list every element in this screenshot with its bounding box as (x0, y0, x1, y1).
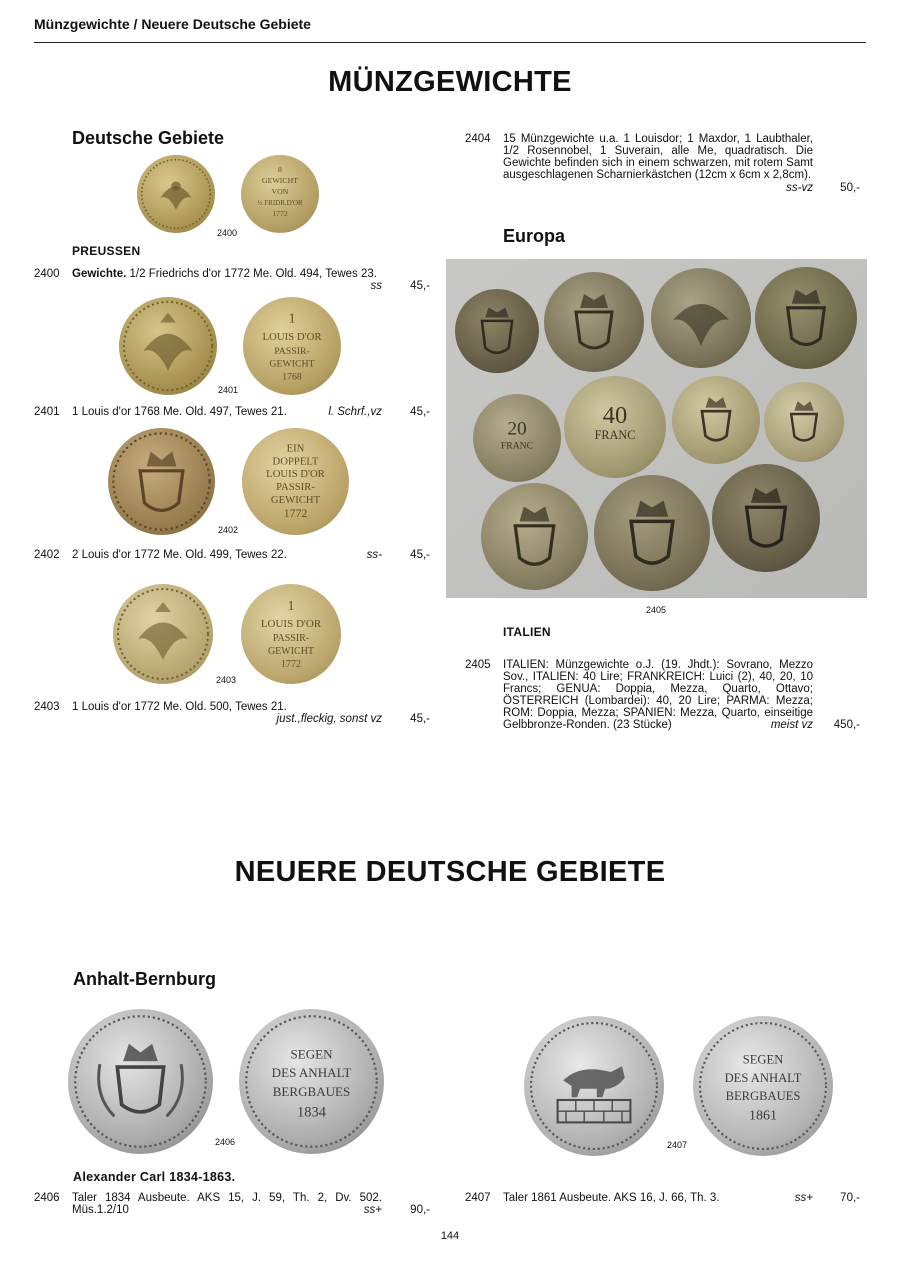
photo-number-2406: 2406 (215, 1137, 236, 1147)
svg-text:GEWICHT: GEWICHT (267, 646, 315, 657)
coin-2407-reverse (693, 1016, 833, 1156)
coin-legend-2400 (241, 155, 319, 233)
svg-text:LOUIS D'OR: LOUIS D'OR (262, 331, 322, 344)
coin-2403-obverse (113, 584, 213, 684)
crowned-shield-icon (755, 267, 857, 369)
lot-number-2406: 2406 (34, 1192, 60, 1204)
coin-weight (712, 464, 820, 572)
svg-text:LOUIS D'OR: LOUIS D'OR (260, 618, 322, 630)
lot-grade-2405: meist vz (770, 719, 813, 731)
crowned-shield-icon (764, 382, 844, 462)
lot-price-2404: 50,- (840, 182, 860, 194)
photo-2405-coin-weights (446, 259, 867, 598)
eagle-icon (113, 584, 213, 684)
photo-number-2400: 2400 (217, 228, 238, 238)
photo-number-2402: 2402 (218, 525, 239, 535)
lot-number-2401: 2401 (34, 406, 60, 418)
lot-number-2400: 2400 (34, 268, 60, 280)
coin-weight (755, 267, 857, 369)
svg-text:8: 8 (278, 165, 282, 175)
svg-text:1768: 1768 (282, 371, 302, 383)
lot-price-2401: 45,- (410, 406, 430, 418)
coin-weight (651, 268, 751, 368)
lot-number-2404: 2404 (465, 133, 491, 145)
lot-description-2400: Gewichte. 1/2 Friedrichs d'or 1772 Me. Old. 494, Tewes 23. (72, 268, 377, 280)
lot-number-2407: 2407 (465, 1192, 491, 1204)
coin-legend-2402 (242, 428, 349, 535)
lot-price-2405: 450,- (833, 719, 860, 731)
svg-text:SEGEN: SEGEN (290, 1046, 333, 1062)
lot-grade-2406: ss+ (363, 1204, 382, 1216)
lot-price-2403: 45,- (410, 713, 430, 725)
svg-text:GEWICHT: GEWICHT (269, 358, 315, 370)
lot-grade-2402: ss- (366, 549, 382, 561)
crowned-shield-icon (481, 483, 588, 590)
bear-on-wall-icon (524, 1016, 664, 1156)
svg-text:EIN: EIN (286, 442, 305, 455)
svg-text:BERGBAUES: BERGBAUES (272, 1084, 351, 1099)
coin-2401-reverse (243, 297, 341, 395)
lot-price-2407: 70,- (840, 1192, 860, 1204)
svg-text:PASSIR-: PASSIR- (274, 345, 310, 357)
svg-text:1772: 1772 (281, 659, 301, 670)
page-number: 144 (440, 1230, 460, 1242)
subhead-anhalt-bernburg: Anhalt-Bernburg (73, 969, 216, 989)
lot-description-2407: Taler 1861 Ausbeute. AKS 16, J. 66, Th. 3. (503, 1192, 720, 1204)
coin-2406-reverse (239, 1009, 384, 1154)
svg-text:DOPPELT: DOPPELT (272, 455, 319, 468)
svg-text:GEWICHT: GEWICHT (262, 176, 298, 186)
lot-price-2406: 90,- (410, 1204, 430, 1216)
coin-2407-obverse (524, 1016, 664, 1156)
coin-legend-40-franc (564, 376, 666, 478)
svg-text:20: 20 (507, 418, 527, 440)
lot-grade-2407: ss+ (794, 1192, 813, 1204)
eagle-icon (119, 297, 217, 395)
coin-legend-2401 (243, 297, 341, 395)
coin-weight (473, 394, 561, 482)
coin-weight (544, 272, 644, 372)
photo-number-2401: 2401 (218, 385, 239, 395)
header-rule (34, 42, 866, 43)
svg-text:1: 1 (287, 599, 295, 614)
svg-text:DES ANHALT: DES ANHALT (271, 1065, 352, 1081)
lot-price-2402: 45,- (410, 549, 430, 561)
crowned-shield-icon (544, 272, 644, 372)
svg-text:1861: 1861 (749, 1108, 777, 1124)
svg-text:BERGBAUES: BERGBAUES (725, 1089, 801, 1103)
crowned-shield-icon (712, 464, 820, 572)
svg-text:PASSIR-: PASSIR- (276, 481, 315, 494)
lot-grade-2403: just.,fleckig, sonst vz (276, 713, 382, 725)
lot-description-2404: 15 Münzgewichte u.a. 1 Louisdor; 1 Maxdor, 1 Laubthaler, 1/2 Rosennobel, 1 Suverain, alle Me, quadratisch. Die Gewichte befinden sich in einem schwarzen, mit rotem Samt ausgeschlagenen Scharnierkästchen (12cm x 6cm x 2,8cm). (503, 133, 813, 181)
crowned-shield-icon (455, 289, 539, 373)
coin-weight (455, 289, 539, 373)
coin-weight (672, 376, 760, 464)
lot-price-2400: 45,- (410, 280, 430, 292)
svg-text:FRANC: FRANC (500, 440, 534, 452)
coin-2401-obverse (119, 297, 217, 395)
region-italien: ITALIEN (503, 625, 551, 639)
coin-2406-obverse (68, 1009, 213, 1154)
svg-text:1772: 1772 (283, 506, 308, 520)
photo-number-2405: 2405 (646, 605, 667, 615)
subhead-deutsche-gebiete: Deutsche Gebiete (72, 128, 225, 148)
eagle-icon (651, 268, 751, 368)
lot-description-2405: ITALIEN: Münzgewichte o.J. (19. Jhdt.): Sovrano, Mezzo Sov., ITALIEN: 40 Lire; FRANKREICH: Luici (2), 40, 20, 10 Francs; GENUA: Doppia, Mezza, Quarto, Ottavo; ÖSTERREICH (Lombardei): 40, 20 Lire; PARMA: Mezza; ROM: Doppia, Mezza; SPANIEN: Mezza, Quarto, einseitige Gelbbronze-Ronden. (23 Stücke) (503, 659, 813, 731)
region-alexander-carl: Alexander Carl 1834-1863. (73, 1170, 236, 1184)
eagle-icon (137, 155, 215, 233)
coin-2400-obverse (137, 155, 215, 233)
crowned-shield-icon (108, 428, 215, 535)
crowned-shield-icon (594, 475, 710, 591)
subhead-europa: Europa (503, 226, 566, 246)
lot-grade-2401: l. Schrf.,vz (328, 406, 382, 418)
coin-2402-reverse (242, 428, 349, 535)
svg-text:1772: 1772 (272, 208, 288, 218)
crowned-shield-icon (672, 376, 760, 464)
running-header: Münzgewichte / Neuere Deutsche Gebiete (34, 16, 311, 32)
coin-legend-2406 (239, 1009, 384, 1154)
lot-description-2401: 1 Louis d'or 1768 Me. Old. 497, Tewes 21. (72, 406, 287, 418)
coin-2402-obverse (108, 428, 215, 535)
coin-legend-2407 (693, 1016, 833, 1156)
svg-text:VON: VON (271, 187, 289, 196)
svg-text:1: 1 (288, 310, 296, 326)
lot-grade-2400: ss (370, 280, 382, 292)
coin-2400-reverse (241, 155, 319, 233)
coin-weight (764, 382, 844, 462)
lot-number-2402: 2402 (34, 549, 60, 561)
lot-description-2406: Taler 1834 Ausbeute. AKS 15, J. 59, Th. 2, Dv. 502. Müs.1.2/10 (72, 1192, 382, 1216)
section-title-muenzgewichte: MÜNZGEWICHTE (328, 66, 572, 98)
svg-text:GEWICHT: GEWICHT (270, 493, 321, 506)
photo-number-2403: 2403 (216, 675, 237, 685)
lot-description-2403: 1 Louis d'or 1772 Me. Old. 500, Tewes 21. (72, 701, 287, 713)
lot-number-2403: 2403 (34, 701, 60, 713)
region-preussen: PREUSSEN (72, 244, 141, 258)
svg-text:SEGEN: SEGEN (742, 1052, 784, 1067)
coin-weight (564, 376, 666, 478)
lot-number-2405: 2405 (465, 659, 491, 671)
coin-weight (481, 483, 588, 590)
svg-text:1834: 1834 (297, 1104, 326, 1121)
lot-description-2402: 2 Louis d'or 1772 Me. Old. 499, Tewes 22. (72, 549, 287, 561)
coin-legend-2403 (241, 584, 341, 684)
section-title-neuere-deutsche-gebiete: NEUERE DEUTSCHE GEBIETE (234, 856, 666, 888)
photo-number-2407: 2407 (667, 1140, 688, 1150)
svg-text:FRANC: FRANC (594, 428, 636, 443)
svg-text:LOUIS D'OR: LOUIS D'OR (266, 468, 325, 481)
coin-legend-20-franc (473, 394, 561, 482)
coat-of-arms-icon (68, 1009, 213, 1154)
svg-text:40: 40 (602, 401, 628, 429)
lot-grade-2404: ss-vz (786, 182, 813, 194)
coin-2403-reverse (241, 584, 341, 684)
svg-text:PASSIR-: PASSIR- (272, 633, 310, 644)
coin-weight (594, 475, 710, 591)
svg-text:½ FRIDR.D'OR: ½ FRIDR.D'OR (257, 198, 303, 207)
svg-text:DES ANHALT: DES ANHALT (724, 1070, 802, 1085)
